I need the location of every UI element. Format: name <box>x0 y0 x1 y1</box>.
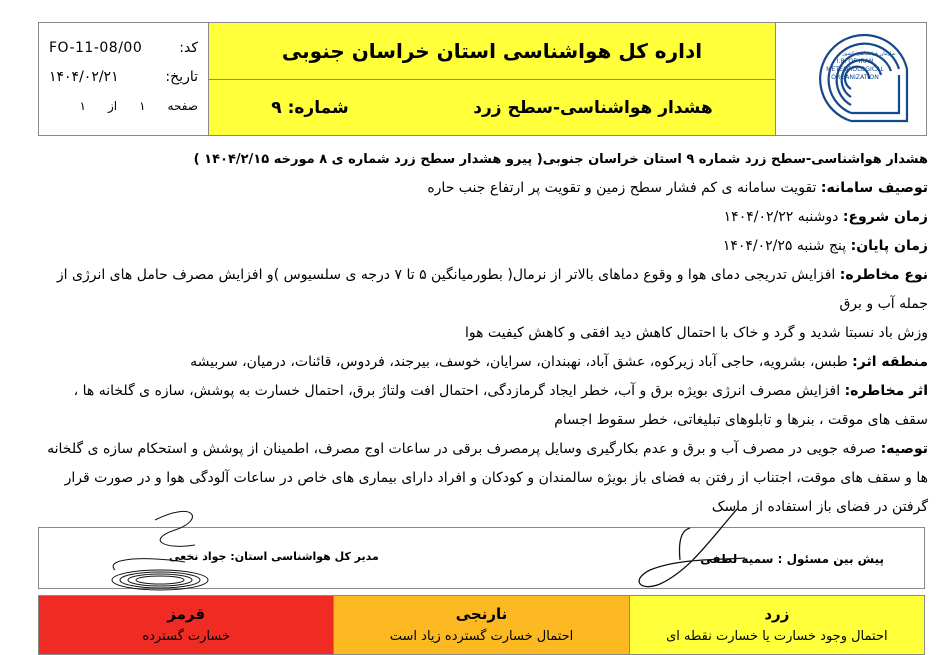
hazard-label: نوع مخاطره: <box>839 267 928 283</box>
code-row <box>49 33 198 62</box>
end-label: زمان پایان: <box>850 238 928 254</box>
advice <box>38 435 928 522</box>
region-text: طبس، بشرویه، حاجی آباد زیرکوه، عشق آباد، نهبندان، سرایان، خوسف، بیرجند، فردوس، قائنات، درمیان، سربیشه <box>190 354 848 370</box>
impact-text: افزایش مصرف انرژی بویژه برق و آب، خطر ایجاد گرمازدگی، احتمال افت ولتاژ برق، احتمال خسارت به پوشش، سازه ی گلخانه ها ، سقف های موقت ، بنرها و تابلوهای تبلیغاتی، خطر سقوط اجسام <box>73 383 928 428</box>
page-of: از <box>107 98 118 113</box>
advice-text: صرفه جویی در مصرف آب و برق و عدم بکارگیری وسایل پرمصرف برقی در ساعات اوج مصرف، اطمینان از پوشش و استحکام سازه ی گلخانه ها و سقف های موقت، اجتناب از رفتن به فضای باز بویژه سالمندان و کودکان و افراد دارای بیماری های خاص در ساعات آلودگی هوا و در صورت قرار گرفتن در فضای باز استفاده از ماسک <box>47 441 928 515</box>
warning-level-legend <box>38 595 925 655</box>
legend-orange-desc: احتمال خسارت گسترده زیاد است <box>389 629 574 644</box>
hazard-text-second: وزش باد نسبتا شدید و گرد و خاک با احتمال کاهش دید افقی و کاهش کیفیت هوا <box>464 325 928 341</box>
page-row <box>49 91 198 120</box>
warning-title: هشدار هواشناسی-سطح زرد <box>473 97 713 118</box>
director-signature-label: مدیر کل هواشناسی استان: جواد نخعی <box>169 550 379 563</box>
title-bottom-row <box>209 80 775 135</box>
hazard-type <box>38 261 928 319</box>
logo-box <box>776 23 926 135</box>
legend-yellow-name: زرد <box>764 605 790 623</box>
warning-body <box>38 146 928 522</box>
code-label: کد: <box>179 39 198 56</box>
legend-orange-name: نارنجی <box>455 605 508 623</box>
date-row <box>49 62 198 91</box>
svg-text:ORGANIZATION: ORGANIZATION <box>831 74 879 81</box>
page-label: صفحه <box>167 98 198 113</box>
hazard-text: افزایش تدریجی دمای هوا و وقوع دماهای بالاتر از نرمال( بطورمیانگین ۵ تا ۷ درجه ی سلسیوس )و افزایش مصرف حامل های انرژی از جمله آب و برق <box>56 267 928 312</box>
svg-text:METEOROLOGICAL: METEOROLOGICAL <box>826 66 884 73</box>
legend-red-name: قرمز <box>167 605 206 623</box>
svg-text:I.R. OF IRAN: I.R. OF IRAN <box>836 58 874 65</box>
hazard-impact <box>38 377 928 435</box>
page-current: ۱ <box>139 98 146 113</box>
legend-yellow <box>629 596 924 654</box>
end-text: پنج شنبه ۱۴۰۴/۰۲/۲۵ <box>722 238 847 254</box>
legend-red <box>39 596 333 654</box>
date-value: ۱۴۰۴/۰۲/۲۱ <box>49 68 119 85</box>
legend-yellow-desc: احتمال وجود خسارت یا خسارت نقطه ای <box>666 629 888 644</box>
legend-orange <box>333 596 628 654</box>
document-header <box>38 22 927 136</box>
page-total: ۱ <box>79 98 86 113</box>
forecaster-signature-label: پیش بین مسئول : سمیه لطفی <box>700 552 884 566</box>
svg-text:سازمان هواشناسی کشور: سازمان هواشناسی کشور <box>842 51 896 57</box>
start-label: زمان شروع: <box>842 209 928 225</box>
start-text: دوشنبه ۱۴۰۴/۰۲/۲۲ <box>723 209 839 225</box>
affected-region <box>38 348 928 377</box>
system-description <box>38 174 928 203</box>
region-label: منطقه اثر: <box>852 354 928 370</box>
system-text: تقویت سامانه ی کم فشار سطح زمین و تقویت پر ارتفاع جنب حاره <box>427 180 817 196</box>
advice-label: توصیه: <box>880 441 928 457</box>
impact-label: اثر مخاطره: <box>844 383 928 399</box>
start-time <box>38 203 928 232</box>
code-value: FO-11-08/00 <box>49 39 143 56</box>
document-code-box <box>39 23 209 135</box>
end-time <box>38 232 928 261</box>
meteorological-organization-logo <box>781 29 921 129</box>
logo-spiral-icon <box>781 29 921 129</box>
title-box <box>209 23 776 135</box>
signature-box <box>38 527 925 589</box>
organization-title: اداره کل هواشناسی استان خراسان جنوبی <box>209 23 775 80</box>
legend-red-desc: خسارت گسترده <box>142 629 231 644</box>
warning-number: شماره: ۹ <box>271 97 349 118</box>
warning-subject: هشدار هواشناسی-سطح زرد شماره ۹ استان خراسان جنوبی( پیرو هشدار سطح زرد شماره ی ۸ مورخه ۱۴۰۴/۲/۱۵ ) <box>193 152 928 167</box>
system-label: توصیف سامانه: <box>820 180 928 196</box>
date-label: تاریخ: <box>165 68 198 85</box>
